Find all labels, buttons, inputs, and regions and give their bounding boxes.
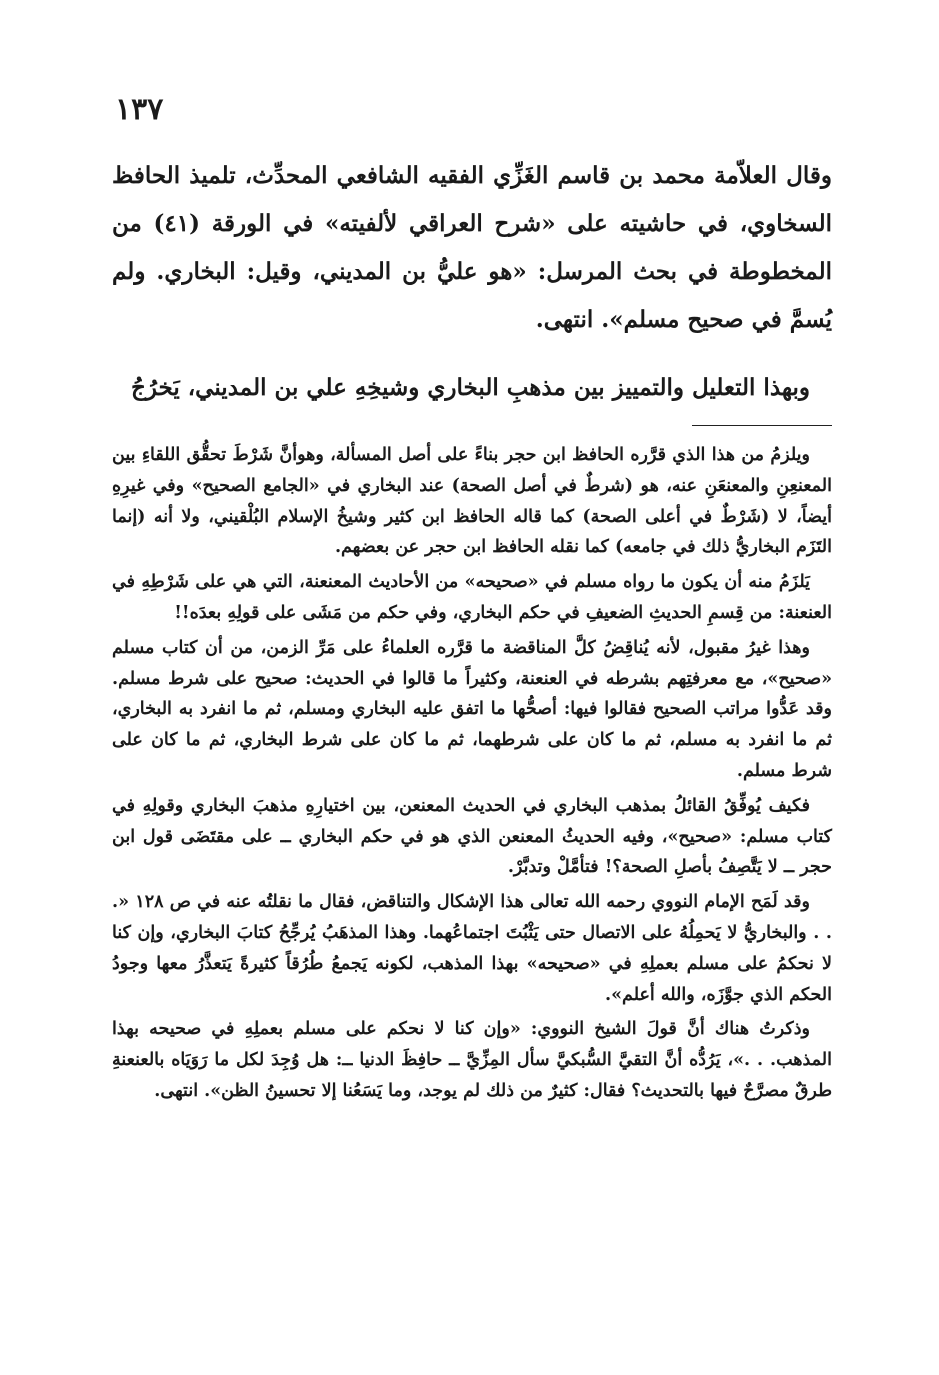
footnote-paragraph: ويلزمُ من هذا الذي قرَّره الحافظ ابن حجر بناءً على أصل المسألة، وهوأنَّ شَرْطَ تحقُّق اللقاءِ بين المعنعِنِ والمعنعَنِ عنه، هو (شرطٌ في أصل الصحة) عند البخاري في «الجامع الصحيح» وفي غيرِهِ أيضاً، لا (شَرْطٌ في أعلى الصحة) كما قاله الحافظ ابن كثير وشيخُ الإسلام البُلْقيني، ولا أنه (إنما التَزَم البخاريُّ ذلك في جامعه) كما نقله الحافظ ابن حجر عن بعضهم. bbox=[112, 445, 832, 558]
footnote-paragraph: يَلزَمُ منه أن يكون ما رواه مسلم في «صحيحه» من الأحاديث المعنعنة، التي هي على شَرْطِهِ في العنعنة: من قِسمِ الحديثِ الضعيفِ في حكم البخاري، وفي حكم من مَشَى على قولِهِ بعدَه!! bbox=[112, 572, 832, 623]
footnote-separator bbox=[692, 425, 832, 426]
footnote-paragraph: فكيف يُوفِّقُ القائلُ بمذهب البخاري في الحديث المعنعن، بين اختيارِهِ مذهبَ البخاري وقولِهِ في كتاب مسلم: «صحيح»، وفيه الحديثُ المعنعن الذي هو في حكم البخاري ــ على مقتَضَى قول ابن حجر ــ لا يَتَّصِفُ بأصلِ الصحة؟! فتأمَّلْ وتدبَّرْ. bbox=[112, 795, 832, 878]
footnote-paragraph: وهذا غيرُ مقبول، لأنه يُناقِضُ كلَّ المناقضة ما قرَّره العلماءُ على مَرِّ الزمن، من أن كتاب مسلم «صحيح»، مع معرفتِهم بشرطه في العنعنة، وكثيراً ما قالوا في الحديث: صحيح على شرط مسلم. وقد عَدُّوا مراتب الصحيح فقالوا فيها: أصحُّها ما اتفق عليه البخاري ومسلم، ثم ما انفرد به البخاري، ثم ما انفرد به مسلم، ثم ما كان على شرطهما، ثم ما كان على شرط البخاري، ثم ما كان على شرط مسلم. bbox=[112, 637, 832, 781]
footnote-paragraph: وذكرتُ هناك أنَّ قولَ الشيخ النووي: «وإن كنا لا نحكم على مسلم بعملِهِ في صحيحه بهذا المذهب. . .»، يَرُدُّه أنَّ التقيَّ السُّبكيَّ سأل المِزِّيَّ ــ حافِظَ الدنيا ــ: هل وُجِدَ لكل ما رَوَيَاه بالعنعنةِ طرقٌ مصرَّحٌ فيها بالتحديث؟ فقال: كثيرٌ من ذلك لم يوجد، وما يَسَعُنا إلا تحسينُ الظن». انتهى. bbox=[112, 1019, 832, 1101]
footnote-paragraph: وقد لَمَح الإمام النووي رحمه الله تعالى هذا الإشكال والتناقض، فقال ما نقلتُه عنه في ص ١٢٨ «. . . والبخاريُّ لا يَحمِلُهُ على الاتصال حتى يَثْبُتَ اجتماعُهما. وهذا المذهَبُ يُرجِّحُ كتابَ البخاري، وإن كنا لا نحكمُ على مسلم بعملِهِ في «صحيحه» بهذا المذهب، لكونه يَجمعُ طُرُقاً كثيرةً يَتعذَّرُ معها وجودُ الحكم الذي جوَّزَه، والله أعلم». bbox=[112, 892, 832, 1005]
main-paragraph: وبهذا التعليل والتمييز بين مذهبِ البخاري وشيخِهِ علي بن المديني، يَخرُجُ bbox=[130, 374, 810, 401]
main-paragraph: وقال العلاّمة محمد بن قاسم الغَزِّي الفقيه الشافعي المحدِّث، تلميذ الحافظ السخاوي، في حاشيته على «شرح العراقي لألفيته» في الورقة (٤١) من المخطوطة في بحث المرسل: «هو عليُّ بن المديني، وقيل: البخاري. ولم يُسمَّ في صحيح مسلم». انتهى. bbox=[112, 162, 833, 333]
page-number: ١٣٧ bbox=[115, 92, 164, 127]
main-text-continuation bbox=[112, 364, 832, 412]
main-text-block bbox=[112, 152, 832, 344]
footnotes-block bbox=[112, 440, 832, 1111]
